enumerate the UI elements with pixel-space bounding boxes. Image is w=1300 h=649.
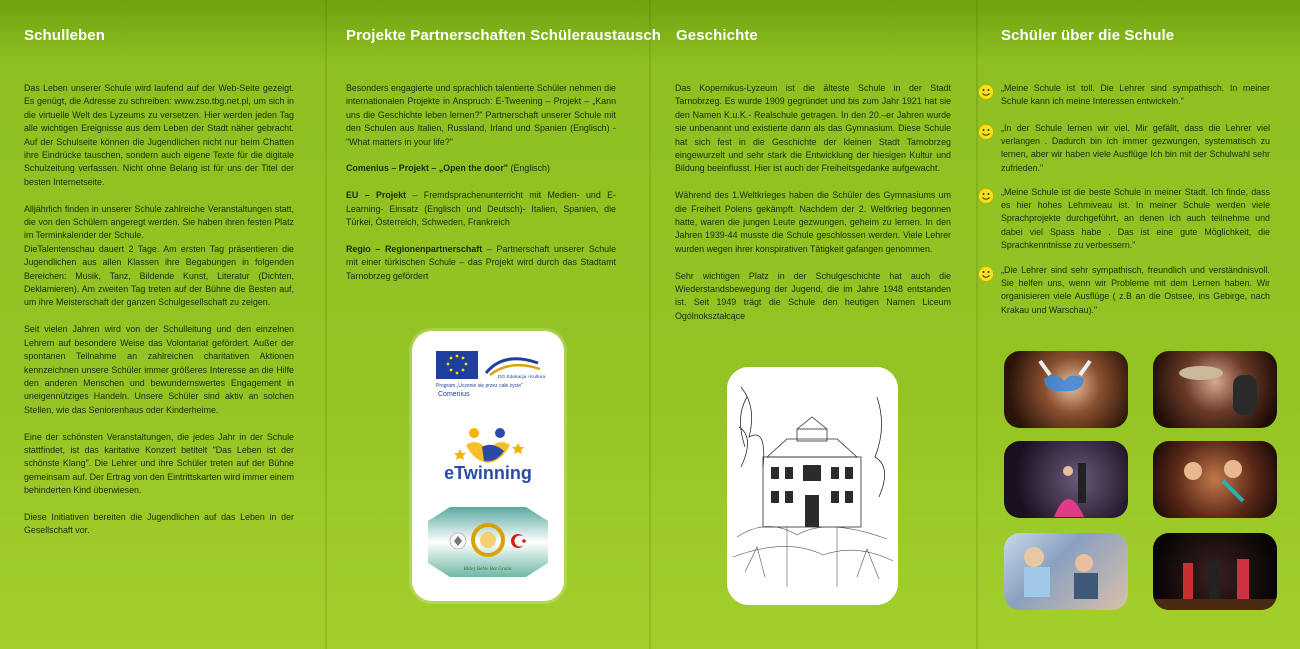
projekte-text bbox=[346, 82, 616, 296]
photo-stage-singers bbox=[1153, 533, 1277, 610]
paragraph: DieTalentenschau dauert 2 Tage. Am ersten Tag präsentieren die Jugendlichen aus allen Klassen ihre Begabungen in folgenden Bereichen: Musik, Tanz, Bildende Kunst, Literatur (Dichten, Deklamieren). Am zweiten Tag treten auf der Bühne die Besten auf, um ihre Meisterschaft der ganzen Schulgesellschaft zu zeigen. bbox=[24, 243, 294, 308]
group-photo bbox=[1153, 441, 1277, 518]
partner-logos-card bbox=[412, 331, 564, 601]
dance-photo bbox=[1004, 441, 1128, 518]
quote-text: „Meine Schule ist die beste Schule in meiner Stadt. Ich finde, dass es hier hohes Lehrniveau ist. In meiner Schule werden viele Sprachprojekte durchgeführt, an denen ich auch teilnehme und dabei viel Spass habe . Das ist eine gute Möglichkeit, die Sprachkenntnisse zu verbessern." bbox=[1001, 187, 1270, 250]
student-quote bbox=[1001, 82, 1270, 108]
paragraph: Das Kopernikus-Lyzeum ist die älteste Schule in der Stadt Tarnobrzeg. Es wurde 1909 gegründet und bis zum Jahr 1921 hat sie den Namen K.u.K.- Realschule getragen. In den 20.–er Jahren wurde sie unbenannt und existierte dann als das Gymnasium. Diese Schule hat sich fest in die Geschichte der kleinen Stadt Tarnobrzeg eingewurzelt und sehr stark die Entwicklung der hiesigen Kultur und Bildung beeinflusst. Hier ist auch der Freiheitsgedanke aufgewacht. bbox=[675, 83, 951, 174]
column-projekte bbox=[326, 0, 662, 649]
paragraph bbox=[346, 243, 616, 283]
partner-motto: Bliżej Siebie Bez Granic bbox=[463, 567, 513, 572]
paragraph: Das Leben unserer Schule wird laufend auf der Web-Seite gezeigt. Es genügt, die Adresse zu schreiben: www.zso.tbg.net.pl, um sich in die virtuelle Welt des Lyzeums zu versetzen. Hier werden jeden Tag alle wichtigen Ereignisse aus dem Leben der Stadt näher gebracht. Auf der Schulseite können die Jugendlichen nicht nur beim Chatten ihre Eindrücke tauschen, sondern auch eigene Texte für die digitale Schulzeitung verfassen. Nicht ohne Belang ist für uns der Titel der besten Internetseite. bbox=[24, 83, 294, 187]
quote-text: „Die Lehrer sind sehr sympathisch, freundlich und verständnisvoll. Sie helfen uns, wenn wir Probleme mit dem Lernen haben. Wir organisieren viele Ausflüge ( z.B an die Ostsee, ins Gebirge, nach Krakau und Warschau)." bbox=[1001, 265, 1270, 315]
program-label: Program „Uczenie się przez całe życie" bbox=[436, 383, 523, 389]
regio-lead: Regio – Regionenpartnerschaft bbox=[346, 243, 483, 254]
column-geschichte bbox=[650, 0, 977, 649]
paragraph: Während des 1.Weltkrieges haben die Schüler des Gymnasiums um die Freiheit Polens gekämpft. Nachdem der 2. Weltkrieg begonnen hatte, waren die jungen Leute gezwungen, geheim zu lernen. In den Jahren 1939-44 musste die Schule geschlossen werden. Viele Lehrer wurden wegen ihrer konspirativen Tätigkeit gafangen genommen. bbox=[675, 190, 951, 254]
student-quote bbox=[1001, 264, 1270, 317]
student-quote bbox=[1001, 122, 1270, 175]
paragraph bbox=[346, 162, 616, 175]
comenius-rest: (Englisch) bbox=[508, 163, 550, 174]
column-schueler bbox=[977, 0, 1300, 649]
photo-students-desks bbox=[1004, 533, 1128, 610]
photo-dancers bbox=[1004, 441, 1128, 518]
quote-text: „In der Schule lernen wir viel. Mir gefällt, dass die Lehrer viel verlangen . Dadurch bin ich immer gezwungen, systematisch zu lernen, aber wir haben viele Ausflüge Ich bin mit der Schulwahl sehr zufrieden." bbox=[1001, 123, 1270, 173]
dg-label: DG Edukacja i Kultura bbox=[498, 375, 546, 380]
party-photo bbox=[1004, 351, 1128, 428]
projekte-intro: Besonders engagierte und sprachlich talentierte Schüler nehmen die internationalen Projekte in Anspruch: bbox=[346, 83, 616, 107]
paragraph bbox=[346, 189, 616, 229]
regio-rest: – Partnerschaft unserer Schule mit einer türkischen Schule – das Projekt wird durch das Stadtamt Tarnobrzeg gefördert bbox=[346, 243, 617, 281]
heading-projekte: Projekte Partnerschaften Schüleraustausch bbox=[346, 27, 662, 44]
smiley-icon bbox=[978, 84, 994, 100]
comenius-label: Comenius bbox=[438, 391, 470, 398]
heading-geschichte: Geschichte bbox=[676, 27, 758, 44]
eu-lifelong-learning-logo bbox=[412, 345, 564, 415]
smiley-icon bbox=[978, 124, 994, 140]
school-building-sketch bbox=[727, 367, 898, 605]
quote-text: „Meine Schule ist toll. Die Lehrer sind sympathisch. In meiner Schule kann ich meine Interessen entwickeln." bbox=[1001, 83, 1270, 107]
geschichte-text bbox=[675, 82, 951, 337]
heading-schueler: Schüler über die Schule bbox=[1001, 27, 1175, 44]
schulleben-text bbox=[24, 82, 294, 551]
paragraph: Alljährlich finden in unserer Schule zahlreiche Veranstaltungen statt, die von den Schülern angeregt werden. Sie haben ihren festen Platz im Terminkalender der Schule. bbox=[24, 203, 294, 241]
paragraph: Seit vielen Jahren wird von der Schulleitung und den einzelnen Lehrern auf besondere Weise das Volontariat gefördert. Außer der spontanen Teilnahme an zahlreichen charitativen Aktionen kennzeichnen unsere Schüler immer größeres Interesse an die Hilfe den anderen Menschen und bewundernswertes Engagement in uneigennütziges Handeln. Unsere Schüler sind aktiv an solchen Stellen, wie das Seniorenhaus oder Kinderheime. bbox=[24, 324, 294, 415]
eu-lead: EU – Projekt bbox=[346, 190, 407, 201]
heading-schulleben: Schulleben bbox=[24, 27, 106, 44]
column-schulleben bbox=[0, 0, 326, 649]
smiley-icon bbox=[978, 188, 994, 204]
etwinning-project: E-Tweening – Projekt – „Kann uns die Geschichte leben lernen?" Partnerschaft unserer Schule mit den Schulen aus Italien, Russland, Irland und Spanien (Englisch) - "What matters in your life?" bbox=[346, 96, 617, 147]
comenius-lead: Comenius – Projekt – „Open the door" bbox=[346, 163, 509, 174]
student-quote bbox=[1001, 186, 1270, 252]
paragraph bbox=[346, 82, 616, 149]
photo-costume-glasses bbox=[1004, 351, 1128, 428]
party-photo bbox=[1153, 351, 1277, 428]
paragraph: Sehr wichtigen Platz in der Schulgeschichte hat auch die Wiederstandsbewegung der Jugend, die im Jahre 1948 entstanden ist. Seit 1949 trägt die Schule den heutigen Namen Liceum Ogólnokształcące bbox=[675, 270, 951, 321]
photo-cowboy-hat bbox=[1153, 351, 1277, 428]
school-building-drawing bbox=[727, 367, 898, 605]
etwinning-wordmark: eTwinning bbox=[444, 463, 532, 483]
concert-photo bbox=[1153, 533, 1277, 610]
photo-girls-group bbox=[1153, 441, 1277, 518]
paragraph: Diese Initiativen bereiten die Jugendlichen auf das Leben in der Gesellschaft vor. bbox=[24, 511, 294, 536]
classroom-photo bbox=[1004, 533, 1128, 610]
eu-rest: – Fremdsprachenunterricht mit Medien- und E-Learning- Einsatz (Englisch und Deutsch)- Italien, Spanien, die Türkei, Österreich, Schweden, Frankreich bbox=[346, 190, 616, 228]
paragraph: Eine der schönsten Veranstaltungen, die jedes Jahr in der Schule stattfindet, ist das karitative Konzert betitelt "Das Leben ist der schönste Klang". Die Lehrer und ihre Schüler treten auf der Bühne gemeinsam auf. Der Ertrag von den Eintrittskarten wird immer einem behinderten Kind überwiesen. bbox=[24, 431, 294, 496]
smiley-icon bbox=[978, 266, 994, 282]
